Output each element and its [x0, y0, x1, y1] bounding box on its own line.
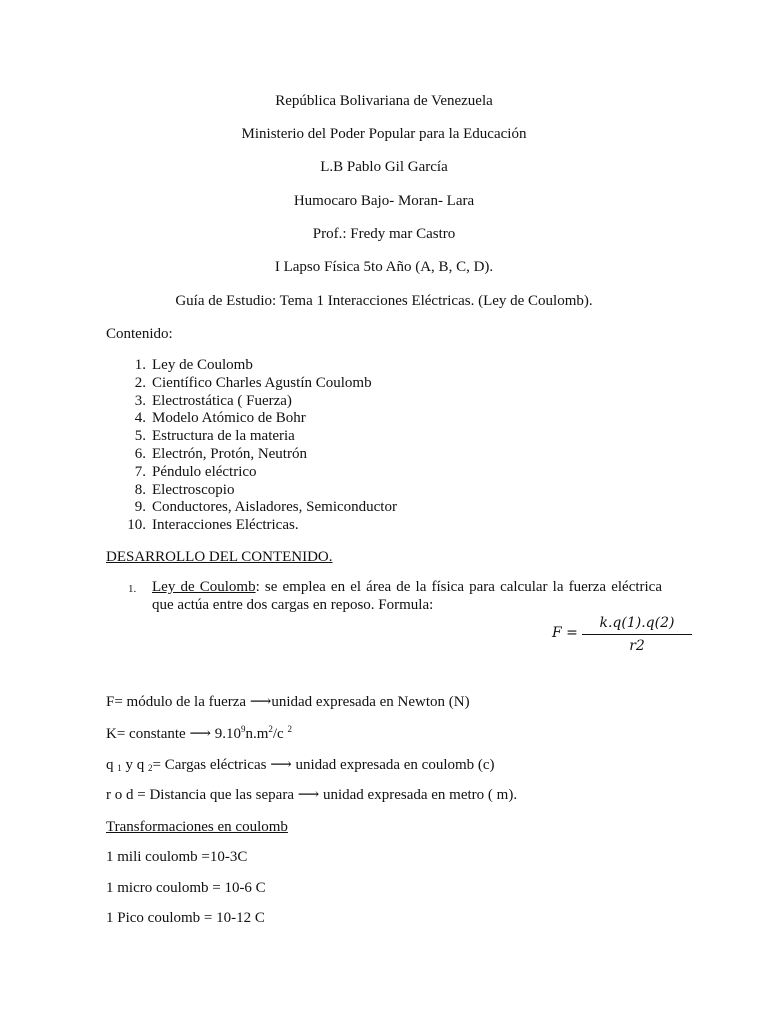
header-school: L.B Pablo Gil García: [320, 159, 448, 175]
header-guide-title: Guía de Estudio: Tema 1 Interacciones Eléctricas. (Ley de Coulomb).: [175, 293, 593, 309]
ley-coulomb-term: Ley de Coulomb: [152, 579, 256, 595]
list-item-text: Científico Charles Agustín Coulomb: [152, 374, 372, 391]
list-item-number: 2.: [134, 374, 146, 391]
formula-fraction: [582, 614, 692, 655]
contenido-list: [106, 357, 397, 535]
desarrollo-item-paragraph: [152, 578, 662, 614]
list-item: [106, 464, 397, 482]
header-ministry: Ministerio del Poder Popular para la Educación: [241, 126, 527, 142]
list-item-text: Electroscopio: [152, 481, 235, 498]
list-item: [106, 375, 397, 393]
header-lapso: I Lapso Física 5to Año (A, B, C, D).: [274, 259, 494, 275]
list-item: [106, 410, 397, 428]
list-item-text: Péndulo eléctrico: [152, 463, 257, 480]
list-item-number: 8.: [134, 481, 146, 498]
list-item: [106, 357, 397, 375]
list-item-number: 3.: [134, 392, 146, 409]
formula-numerator: k.q(1).q(2): [582, 614, 692, 635]
list-item: [106, 393, 397, 411]
list-item-number: 4.: [134, 410, 146, 427]
desarrollo-item-number: 1.: [128, 583, 137, 595]
list-item: [106, 517, 397, 535]
list-item: [106, 446, 397, 464]
list-item-number: 10.: [127, 517, 146, 534]
definition-k-exponent-c: 2: [287, 724, 292, 734]
list-item-text: Ley de Coulomb: [152, 357, 253, 373]
list-item-number: 6.: [134, 445, 146, 462]
definition-k-prefix: K= constante ⟶ 9.10: [106, 726, 241, 742]
header-country: República Bolivariana de Venezuela: [275, 93, 493, 109]
list-item: [106, 499, 397, 517]
transformacion-mili: 1 mili coulomb =10-3C: [106, 849, 248, 865]
definition-k-units: n.m: [245, 726, 269, 742]
header-location: Humocaro Bajo- Moran- Lara: [293, 193, 475, 209]
header-teacher: Prof.: Fredy mar Castro: [312, 226, 456, 242]
definition-q-a: q: [106, 757, 118, 773]
list-item: [106, 428, 397, 446]
transformacion-micro: 1 micro coulomb = 10-6 C: [106, 880, 266, 896]
definition-q: [106, 756, 495, 774]
definition-k-units-c: /c: [272, 726, 288, 742]
definition-q-sub2: 2: [148, 763, 153, 773]
ley-coulomb-description: : se emplea en el área de la física para calcular la fuerza eléctrica que actúa entre dos cargas en reposo. Formula:: [152, 579, 662, 613]
definition-k-exponent: 9: [240, 724, 246, 734]
list-item-text: Electrostática ( Fuerza): [152, 392, 292, 409]
list-item: [106, 482, 397, 500]
transformacion-pico: 1 Pico coulomb = 10-12 C: [106, 910, 265, 926]
list-item-text: Conductores, Aisladores, Semiconductor: [152, 499, 397, 516]
definition-q-b: y q: [121, 757, 148, 773]
list-item-number: 7.: [134, 463, 146, 480]
definition-r: r o d = Distancia que las separa ⟶ unidad expresada en metro ( m).: [106, 787, 518, 803]
formula-denominator: r2: [629, 638, 645, 654]
transformaciones-heading: Transformaciones en coulomb: [106, 819, 288, 835]
list-item-number: 1.: [134, 357, 146, 373]
list-item-text: Interacciones Eléctricas.: [152, 517, 299, 534]
desarrollo-heading: DESARROLLO DEL CONTENIDO.: [106, 549, 333, 565]
definition-q-c: = Cargas eléctricas ⟶ unidad expresada en coulomb (c): [152, 757, 495, 773]
definition-q-sub1: 1: [117, 763, 122, 773]
list-item-number: 9.: [134, 499, 146, 516]
formula-lhs: F =: [552, 625, 578, 641]
definition-f: F= módulo de la fuerza ⟶unidad expresada en Newton (N): [106, 694, 470, 710]
contenido-title: Contenido:: [106, 326, 173, 342]
list-item-text: Modelo Atómico de Bohr: [152, 410, 306, 427]
list-item-text: Estructura de la materia: [152, 428, 295, 445]
list-item-number: 5.: [134, 428, 146, 445]
definition-k: [106, 725, 292, 743]
definition-k-exponent-m: 2: [268, 724, 273, 734]
list-item-text: Electrón, Protón, Neutrón: [152, 445, 307, 462]
